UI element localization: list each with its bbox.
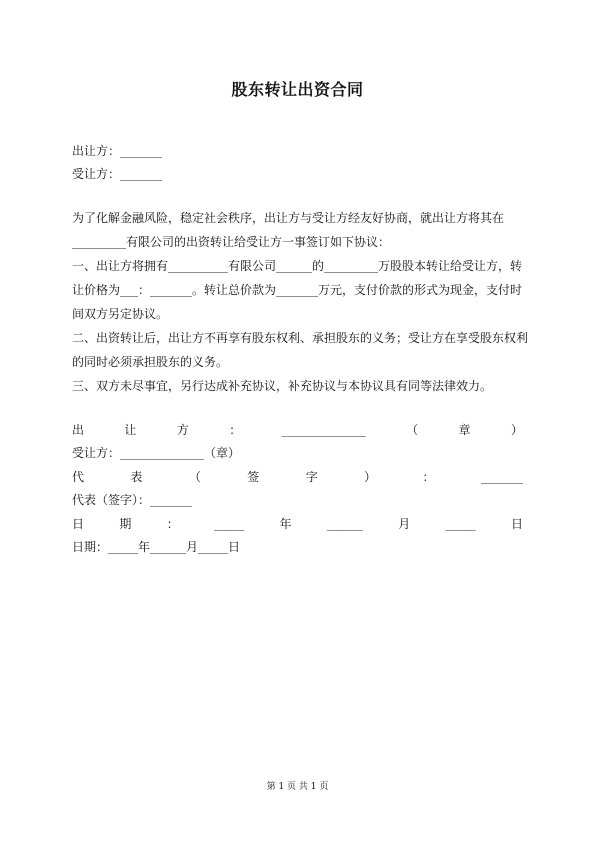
transferee-field: 受让方：_______ — [72, 167, 163, 181]
preamble-line-2: _________有限公司的出资转让给受让方一事签订如下协议： — [72, 235, 391, 249]
date-row — [72, 517, 523, 531]
clause-line-3: 间双方另定协议。 — [72, 307, 169, 321]
date-blank: ______ — [326, 517, 363, 531]
transferee-signature-line: 受让方：______________（章） — [72, 446, 241, 460]
sig-char: ： — [229, 423, 242, 437]
date-blank: _____ — [214, 517, 245, 531]
transferor-field: 出让方：_______ — [72, 144, 163, 158]
date-blank: _____ — [445, 517, 476, 531]
sig-char: 方 — [176, 423, 189, 437]
sig-char: 出 — [72, 423, 85, 437]
clause-line-6: 三、双方未尽事宜，另行达成补充协议，补充协议与本协议具有同等法律效力。 — [72, 379, 493, 393]
clause-line-4: 二、出资转让后，出让方不再享有股东权利、承担股东的义务；受让方在享受股东权利 — [72, 331, 529, 345]
clause-line-2: 让价格为___：_______。转让总价款为_______万元，支付价款的形式为现金，支付时 — [72, 283, 523, 297]
representative-signature-row — [72, 470, 523, 484]
sig-char: ） — [364, 470, 377, 484]
clause-line-1: 一、出让方将拥有__________有限公司______的_________万股股本转让给受让方，转 — [72, 259, 523, 273]
date-line: 日期：_____年______月_____日 — [72, 540, 241, 554]
sig-char: 表 — [130, 470, 143, 484]
representative-signature-line: 代表（签字）：_______ — [72, 493, 193, 507]
date-char: 月 — [398, 517, 411, 531]
date-char: 日 — [510, 517, 523, 531]
preamble-line-1: 为了化解金融风险，稳定社会秩序，出让方与受让方经友好协商，就出让方将其在 — [72, 211, 505, 225]
transferor-signature-row — [72, 423, 523, 437]
signature-blank: ______________ — [281, 423, 366, 437]
page-footer: 第 1 页 共 1 页 — [266, 782, 329, 792]
seal-label: 章 — [458, 423, 471, 437]
sig-char: 签 — [247, 470, 260, 484]
date-char: 年 — [279, 517, 292, 531]
date-char: 日 — [72, 517, 85, 531]
sig-char: （ — [188, 470, 201, 484]
date-char: ： — [166, 517, 179, 531]
sig-char: 字 — [305, 470, 318, 484]
document-title: 股东转让出资合同 — [231, 80, 364, 99]
date-char: 期 — [119, 517, 132, 531]
sig-char: ） — [510, 423, 523, 437]
sig-char: ： — [422, 470, 435, 484]
signature-blank: _______ — [480, 470, 523, 484]
sig-char: 让 — [124, 423, 137, 437]
sig-char: （ — [406, 423, 419, 437]
sig-char: 代 — [72, 470, 85, 484]
clause-line-5: 的同时必须承担股东的义务。 — [72, 355, 229, 369]
